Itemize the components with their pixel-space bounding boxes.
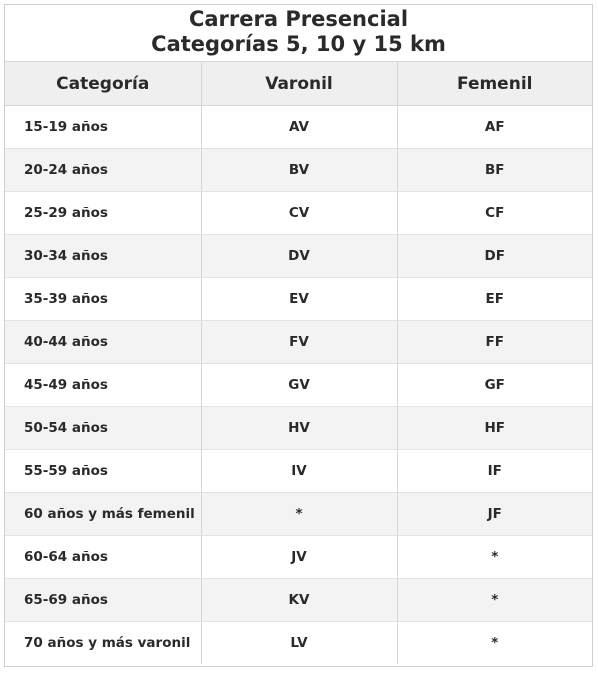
cell-femenil: * bbox=[397, 579, 592, 622]
header-varonil: Varonil bbox=[201, 62, 397, 106]
table-row bbox=[5, 450, 592, 493]
cell-varonil: BV bbox=[201, 149, 397, 192]
cell-category: 70 años y más varonil bbox=[5, 622, 201, 665]
cell-varonil: AV bbox=[201, 106, 397, 149]
table-row bbox=[5, 364, 592, 407]
cell-category: 50-54 años bbox=[5, 407, 201, 450]
cell-varonil: DV bbox=[201, 235, 397, 278]
cell-varonil: GV bbox=[201, 364, 397, 407]
cell-femenil: * bbox=[397, 622, 592, 665]
cell-category: 65-69 años bbox=[5, 579, 201, 622]
table-row bbox=[5, 149, 592, 192]
cell-femenil: EF bbox=[397, 278, 592, 321]
cell-category: 40-44 años bbox=[5, 321, 201, 364]
title-line-2: Categorías 5, 10 y 15 km bbox=[151, 32, 446, 56]
table-row bbox=[5, 622, 592, 665]
table-row bbox=[5, 106, 592, 149]
cell-category: 15-19 años bbox=[5, 106, 201, 149]
table-row bbox=[5, 579, 592, 622]
table-row bbox=[5, 321, 592, 364]
table-title bbox=[5, 5, 592, 62]
header-femenil: Femenil bbox=[397, 62, 592, 106]
cell-femenil: BF bbox=[397, 149, 592, 192]
table-row bbox=[5, 278, 592, 321]
cell-varonil: FV bbox=[201, 321, 397, 364]
table-row bbox=[5, 536, 592, 579]
cell-femenil: IF bbox=[397, 450, 592, 493]
table-header-row bbox=[5, 62, 592, 106]
cell-varonil: HV bbox=[201, 407, 397, 450]
cell-femenil: DF bbox=[397, 235, 592, 278]
cell-category: 60 años y más femenil bbox=[5, 493, 201, 536]
title-line-1: Carrera Presencial bbox=[188, 7, 409, 31]
cell-varonil: KV bbox=[201, 579, 397, 622]
cell-femenil: FF bbox=[397, 321, 592, 364]
cell-category: 25-29 años bbox=[5, 192, 201, 235]
categories-table bbox=[5, 62, 592, 664]
cell-category: 60-64 años bbox=[5, 536, 201, 579]
cell-category: 45-49 años bbox=[5, 364, 201, 407]
categories-table-frame bbox=[4, 4, 593, 667]
cell-category: 35-39 años bbox=[5, 278, 201, 321]
cell-femenil: JF bbox=[397, 493, 592, 536]
cell-varonil: JV bbox=[201, 536, 397, 579]
cell-femenil: HF bbox=[397, 407, 592, 450]
cell-varonil: * bbox=[201, 493, 397, 536]
cell-femenil: * bbox=[397, 536, 592, 579]
cell-femenil: AF bbox=[397, 106, 592, 149]
table-row bbox=[5, 493, 592, 536]
cell-varonil: LV bbox=[201, 622, 397, 665]
cell-category: 20-24 años bbox=[5, 149, 201, 192]
cell-femenil: GF bbox=[397, 364, 592, 407]
table-row bbox=[5, 407, 592, 450]
table-row bbox=[5, 192, 592, 235]
table-row bbox=[5, 235, 592, 278]
cell-varonil: IV bbox=[201, 450, 397, 493]
header-categoria: Categoría bbox=[5, 62, 201, 106]
cell-varonil: CV bbox=[201, 192, 397, 235]
cell-varonil: EV bbox=[201, 278, 397, 321]
cell-category: 30-34 años bbox=[5, 235, 201, 278]
cell-femenil: CF bbox=[397, 192, 592, 235]
cell-category: 55-59 años bbox=[5, 450, 201, 493]
